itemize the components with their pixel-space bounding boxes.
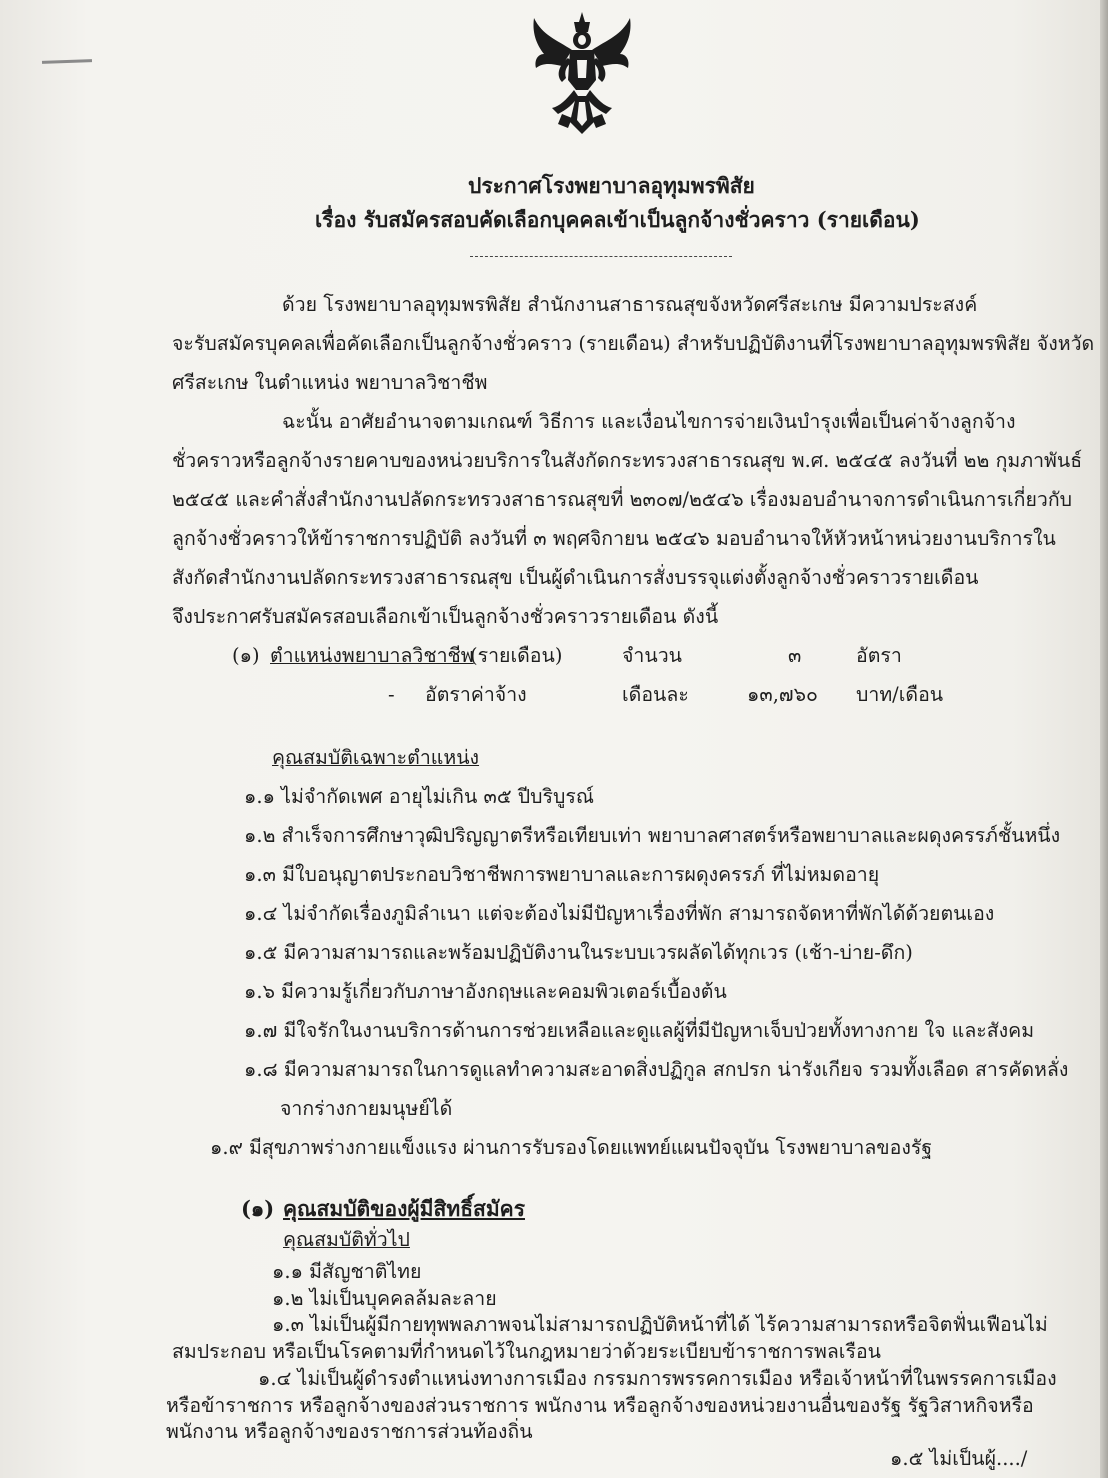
intro-line-3: ศรีสะเกษ ในตำแหน่ง พยาบาลวิชาชีพ (172, 371, 488, 394)
garuda-emblem-icon (522, 10, 642, 138)
position-count-unit: อัตรา (856, 644, 902, 667)
authority-line-5: สังกัดสำนักงานปลัดกระทรวงสาธารณสุข เป็นผู้ดำเนินการสั่งบรรจุแต่งตั้งลูกจ้างชั่วคราวรายเดือน (172, 566, 979, 589)
general-item-1-1: ๑.๑ มีสัญชาติไทย (272, 1259, 422, 1283)
general-item-1-3-cont: สมประกอบ หรือเป็นโรคตามที่กำหนดไว้ในกฎหมายว่าด้วยระเบียบข้าราชการพลเรือน (172, 1340, 881, 1364)
wage-unit: บาท/เดือน (856, 683, 944, 706)
specific-item-1-1: ๑.๑ ไม่จำกัดเพศ อายุไม่เกิน ๓๕ ปีบริบูรณ์ (244, 785, 594, 808)
specific-item-1-7: ๑.๗ มีใจรักในงานบริการด้านการช่วยเหลือและดูแลผู้ที่มีปัญหาเจ็บป่วยทั้งทางกาย ใจ และสังคม (244, 1019, 1035, 1042)
general-item-1-4: ๑.๔ ไม่เป็นผู้ดำรงตำแหน่งทางการเมือง กรรมการพรรคการเมือง หรือเจ้าหน้าที่ในพรรคการเมือง (258, 1366, 1057, 1390)
position-number: (๑) (232, 644, 260, 667)
specific-item-1-6: ๑.๖ มีความรู้เกี่ยวกับภาษาอังกฤษและคอมพิวเตอร์เบื้องต้น (244, 980, 727, 1003)
position-name: ตำแหน่งพยาบาลวิชาชีพ (270, 644, 474, 667)
general-item-1-2: ๑.๒ ไม่เป็นบุคคลล้มละลาย (272, 1286, 497, 1310)
eligibility-heading: คุณสมบัติของผู้มีสิทธิ์สมัคร (283, 1195, 525, 1221)
specific-item-1-5: ๑.๕ มีความสามารถและพร้อมปฏิบัติงานในระบบเวรผลัดได้ทุกเวร (เช้า-บ่าย-ดึก) (244, 941, 913, 964)
wage-period: เดือนละ (622, 683, 689, 706)
title-divider (470, 256, 732, 257)
authority-line-4: ลูกจ้างชั่วคราวให้ข้าราชการปฏิบัติ ลงวันที่ ๓ พฤศจิกายน ๒๕๔๖ มอบอำนาจให้หัวหน้าหน่วยงานบริการใน (172, 527, 1056, 550)
general-item-1-4-cont-1: หรือข้าราชการ หรือลูกจ้างของส่วนราชการ พนักงาน หรือลูกจ้างของหน่วยงานอื่นของรัฐ รัฐวิสาหกิจหรือ (166, 1393, 1034, 1417)
position-count: ๓ (788, 644, 802, 667)
wage-amount: ๑๓,๗๖๐ (747, 683, 818, 706)
authority-line-3: ๒๕๔๕ และคำสั่งสำนักงานปลัดกระทรวงสาธารณสุขที่ ๒๓๐๗/๒๕๔๖ เรื่องมอบอำนาจการดำเนินการเกี่ยวกับ (172, 488, 1072, 511)
specific-item-1-4: ๑.๔ ไม่จำกัดเรื่องภูมิลำเนา แต่จะต้องไม่มีปัญหาเรื่องที่พัก สามารถจัดหาที่พักได้ด้วยตนเอง (244, 902, 995, 925)
intro-line-1: ด้วย โรงพยาบาลอุทุมพรพิสัย สำนักงานสาธารณสุขจังหวัดศรีสะเกษ มีความประสงค์ (282, 293, 978, 316)
title-line-1: ประกาศโรงพยาบาลอุทุมพรพิสัย (468, 173, 755, 198)
eligibility-number: (๑) (241, 1195, 275, 1221)
specific-item-1-9: ๑.๙ มีสุขภาพร่างกายแข็งแรง ผ่านการรับรองโดยแพทย์แผนปัจจุบัน โรงพยาบาลของรัฐ (210, 1136, 933, 1159)
general-heading: คุณสมบัติทั่วไป (283, 1228, 410, 1252)
position-type: (รายเดือน) (470, 644, 563, 667)
general-item-1-4-cont-2: พนักงาน หรือลูกจ้างของราชการส่วนท้องถิ่น (166, 1420, 533, 1444)
wage-label: อัตราค่าจ้าง (425, 683, 527, 706)
general-item-1-3: ๑.๓ ไม่เป็นผู้มีกายทุพพลภาพจนไม่สามารถปฏิบัติหน้าที่ได้ ไร้ความสามารถหรือจิตฟั่นเฟือนไม่ (272, 1313, 1048, 1337)
specific-item-1-8-cont: จากร่างกายมนุษย์ได้ (280, 1097, 453, 1120)
wage-dash: - (388, 683, 395, 706)
intro-line-2: จะรับสมัครบุคคลเพื่อคัดเลือกเป็นลูกจ้างชั่วคราว (รายเดือน) สำหรับปฏิบัติงานที่โรงพยาบาลอุทุมพรพิสัย จังหวัด (172, 332, 1095, 355)
pen-mark (42, 59, 92, 64)
authority-line-1: ฉะนั้น อาศัยอำนาจตามเกณฑ์ วิธีการ และเงื่อนไขการจ่ายเงินบำรุงเพื่อเป็นค่าจ้างลูกจ้าง (282, 410, 1016, 433)
authority-line-2: ชั่วคราวหรือลูกจ้างรายคาบของหน่วยบริการในสังกัดกระทรวงสาธารณสุข พ.ศ. ๒๕๔๕ ลงวันที่ ๒๒ กุมภาพันธ์ (172, 449, 1083, 472)
specific-item-1-8: ๑.๘ มีความสามารถในการดูแลทำความสะอาดสิ่งปฏิกูล สกปรก น่ารังเกียจ รวมทั้งเลือด สารคัดหลั่ง (244, 1058, 1069, 1081)
continuation-note: ๑.๕ ไม่เป็นผู้..../ (890, 1447, 1028, 1470)
specific-item-1-2: ๑.๒ สำเร็จการศึกษาวุฒิปริญญาตรีหรือเทียบเท่า พยาบาลศาสตร์หรือพยาบาลและผดุงครรภ์ชั้นหนึ่ง (244, 824, 1061, 847)
position-count-label: จำนวน (622, 644, 682, 667)
specific-item-1-3: ๑.๓ มีใบอนุญาตประกอบวิชาชีพการพยาบาลและการผดุงครรภ์ ที่ไม่หมดอายุ (244, 863, 880, 886)
specific-heading: คุณสมบัติเฉพาะตำแหน่ง (272, 746, 480, 769)
page-edge-shadow (1100, 0, 1108, 1478)
authority-line-6: จึงประกาศรับสมัครสอบเลือกเข้าเป็นลูกจ้างชั่วคราวรายเดือน ดังนี้ (172, 605, 719, 628)
title-line-2: เรื่อง รับสมัครสอบคัดเลือกบุคคลเข้าเป็นลูกจ้างชั่วคราว (รายเดือน) (315, 207, 920, 232)
